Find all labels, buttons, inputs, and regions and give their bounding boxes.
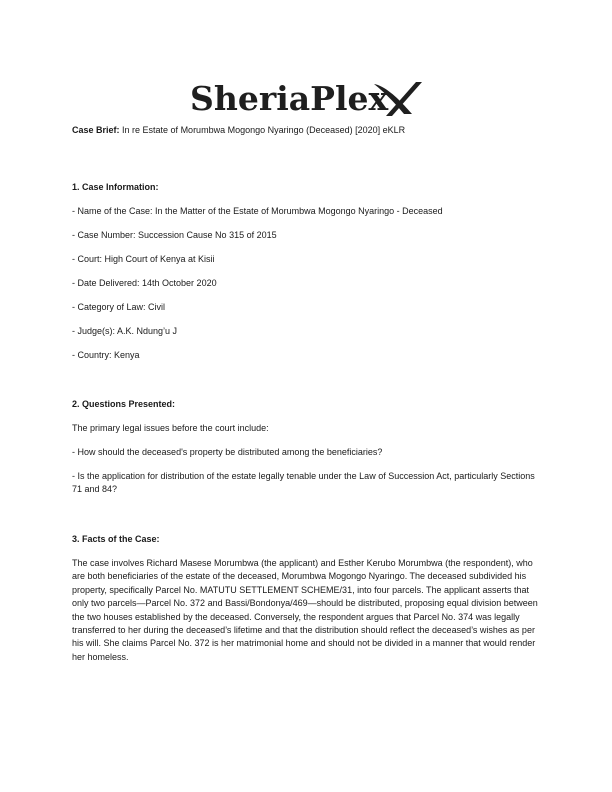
- case-brief-line: [72, 124, 542, 137]
- case-information-section: [72, 181, 542, 362]
- sheriaplex-logo: [0, 76, 612, 120]
- case-brief-label: Case Brief:: [72, 125, 120, 135]
- logo-text: SheriaPlex: [190, 79, 389, 118]
- section-heading: 1. Case Information:: [72, 182, 159, 192]
- court-item: - Court: High Court of Kenya at Kisii: [72, 254, 215, 264]
- section-heading: 2. Questions Presented:: [72, 399, 176, 409]
- questions-presented-section: [72, 398, 542, 496]
- question-item: - How should the deceased's property be distributed among the beneficiaries?: [72, 447, 383, 457]
- facts-section: [72, 533, 542, 664]
- case-name-item: - Name of the Case: In the Matter of the Estate of Morumbwa Mogongo Nyaringo - Deceased: [72, 206, 443, 216]
- judges-item: - Judge(s): A.K. Ndung’u J: [72, 326, 178, 336]
- date-delivered-item: - Date Delivered: 14th October 2020: [72, 278, 217, 288]
- questions-intro: The primary legal issues before the court include:: [72, 423, 269, 433]
- question-item: - Is the application for distribution of the estate legally tenable under the Law of Succession Act, particularly Sections 71 and 84?: [72, 471, 535, 494]
- case-number-item: - Case Number: Succession Cause No 315 of 2015: [72, 230, 277, 240]
- facts-paragraph: The case involves Richard Masese Morumbwa (the applicant) and Esther Kerubo Morumbwa (the respondent), who are both beneficiaries of the estate of the deceased, Morumbwa Mogongo Nyaringo. The deceased subdivided his property, specifically Parcel No. MATUTU SETTLEMENT SCHEME/31, into four parcels. The applicant asserts that only two parcels—Parcel No. 372 and Bassi/Bondonya/469—should be distributed, proposing equal division between the two houses established by the deceased. Conversely, the respondent argues that Parcel No. 374 was legally transferred to her during the deceased’s lifetime and that the distribution should reflect the deceased’s wishes as per his will. She claims Parcel No. 372 is her matrimonial home and should not be divided in a manner that would render her homeless.: [72, 558, 538, 662]
- case-brief-title: In re Estate of Morumbwa Mogongo Nyaringo (Deceased) [2020] eKLR: [119, 125, 406, 135]
- section-heading: 3. Facts of the Case:: [72, 534, 160, 544]
- logo-graphic: [186, 76, 426, 120]
- category-item: - Category of Law: Civil: [72, 302, 166, 312]
- country-item: - Country: Kenya: [72, 350, 140, 360]
- document-body: [72, 124, 542, 664]
